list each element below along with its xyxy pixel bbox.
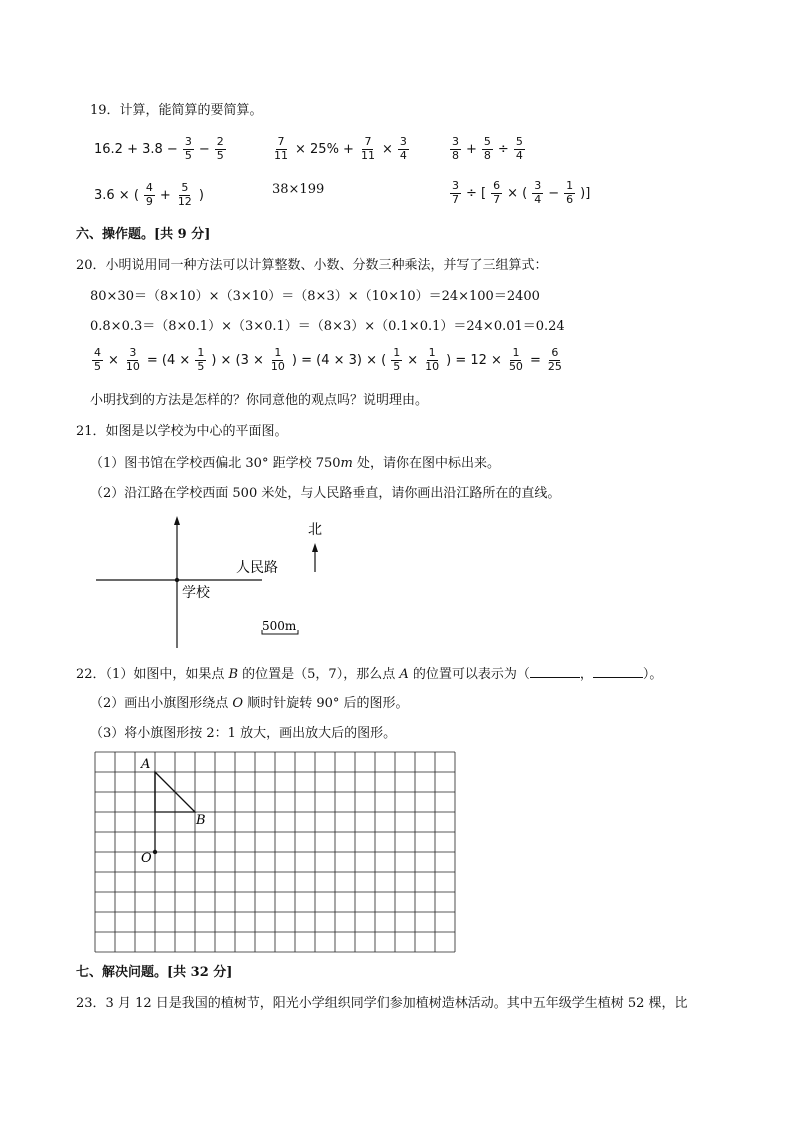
q20-question: 小明找到的方法是怎样的？你同意他的观点吗？说明理由。	[90, 393, 429, 408]
q19-expr-5: 38×199	[272, 182, 325, 197]
label-a: A	[141, 757, 151, 772]
label-o: O	[141, 851, 152, 866]
answer-blank-2[interactable]	[593, 665, 643, 678]
q22-part-3: （3）将小旗图形按 2：1 放大，画出放大后的图形。	[90, 726, 397, 741]
q21-part-1: （1）图书馆在学校西偏北 30° 距学校 750m 处，请你在图中标出来。	[90, 456, 500, 471]
school-map-diagram	[90, 512, 330, 652]
north-label: 北	[308, 522, 322, 538]
q21-title: 21．如图是以学校为中心的平面图。	[76, 424, 288, 439]
q19-expr-2: $\frac{7}{11}$ × 25% + $\frac{7}{11}$ × $\frac{3}{4}$	[274, 135, 407, 162]
q23-text: 23．3 月 12 日是我国的植树节，阳光小学组织同学们参加植树造林活动。其中五年级学生植树 52 棵，比	[76, 996, 688, 1011]
road-label: 人民路	[236, 560, 278, 576]
section-6-heading: 六、操作题。[共 9 分]	[76, 227, 211, 242]
q19-expr-3: $\frac{3}{8}$ + $\frac{5}{8}$ ÷ $\frac{5}{4}$	[452, 135, 523, 162]
answer-blank-1[interactable]	[530, 665, 580, 678]
q20-line-2: 0.8×0.3＝（8×0.1）×（3×0.1）＝（8×3）×（0.1×0.1）＝24×0.01＝0.24	[90, 319, 565, 334]
axis-arrow-icon	[174, 516, 180, 525]
q20-line-1: 80×30＝（8×10）×（3×10）＝（8×3）×（10×10）＝24×100＝2400	[90, 289, 540, 304]
q20-line-3: $\frac{4}{5}$ × $\frac{3}{10}$ = (4 × $\frac{1}{5}$ ) × (3 × $\frac{1}{10}$ ) = (4 × 3) × ( $\frac{1}{5}$ × $\frac{1}{10}$ ) = 12 × $\frac{1}{50}$ = $\frac{6}{25}$	[94, 346, 562, 373]
q19-expr-4: 3.6 × ( $\frac{4}{9}$ + $\frac{5}{12}$ )	[94, 181, 204, 208]
north-arrow-icon	[312, 543, 318, 552]
q19-expr-1: 16.2 + 3.8 − $\frac{3}{5}$ − $\frac{2}{5}$	[94, 135, 224, 162]
school-point	[175, 578, 179, 582]
q20-title: 20．小明说用同一种方法可以计算整数、小数、分数三种乘法，并写了三组算式：	[76, 258, 548, 273]
label-b: B	[196, 813, 206, 828]
q19-expr-6: $\frac{3}{7}$ ÷ [ $\frac{6}{7}$ × ( $\frac{3}{4}$ − $\frac{1}{6}$ )]	[452, 179, 591, 206]
q19-title: 19．计算，能简算的要简算。	[90, 103, 263, 118]
grid-diagram	[93, 750, 461, 960]
point-o	[153, 850, 157, 854]
q21-part-2: （2）沿江路在学校西面 500 米处，与人民路垂直，请你画出沿江路所在的直线。	[90, 486, 561, 501]
section-7-heading: 七、解决问题。[共 32 分]	[76, 965, 233, 980]
school-label: 学校	[182, 585, 210, 601]
q22-part-2: （2）画出小旗图形绕点 O 顺时针旋转 90° 后的图形。	[90, 696, 409, 711]
q22-part-1: 22．（1）如图中，如果点 B 的位置是（5，7），那么点 A 的位置可以表示为（ ， ）。	[76, 667, 663, 682]
scale-label: 500m	[262, 619, 297, 633]
